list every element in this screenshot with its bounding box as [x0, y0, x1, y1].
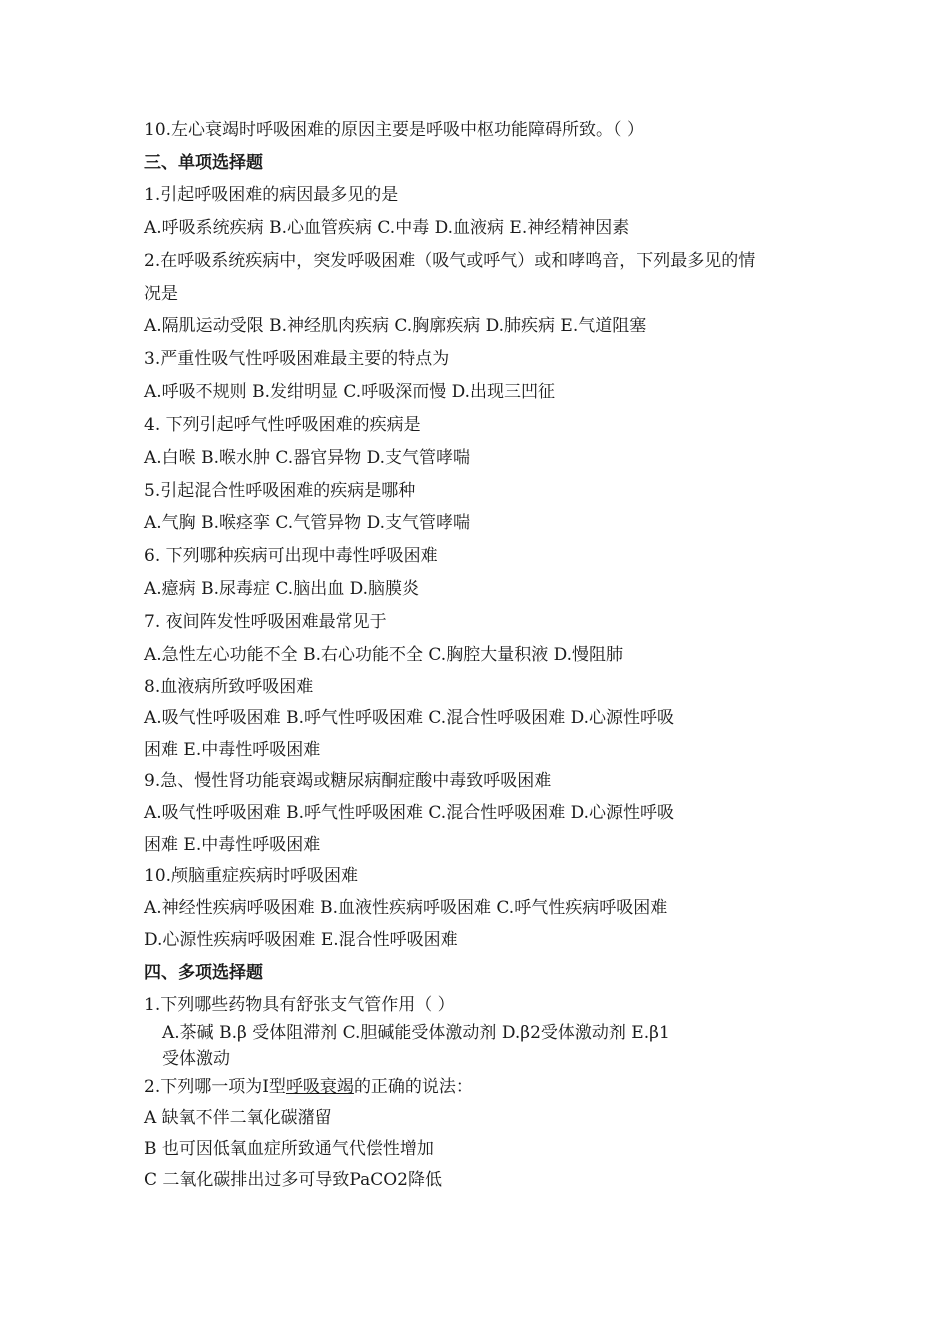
tf-question-10: 10.左心衰竭时呼吸困难的原因主要是呼吸中枢功能障碍所致。（ ） [144, 120, 644, 140]
question-2-options: A.隔肌运动受限 B.神经肌肉疾病 C.胸廓疾病 D.肺疾病 E.气道阻塞 [144, 316, 647, 336]
mc-question-2-text: 2.下列哪一项为Ⅰ型 [144, 1077, 286, 1097]
question-3-options: A.呼吸不规则 B.发绀明显 C.呼吸深而慢 D.出现三凹征 [144, 382, 556, 402]
question-7-options: A.急性左心功能不全 B.右心功能不全 C.胸腔大量积液 D.慢阻肺 [144, 645, 624, 665]
mc-question-1-options-cont: 受体激动 [162, 1049, 230, 1069]
question-6-options: A.癔病 B.尿毒症 C.脑出血 D.脑膜炎 [144, 579, 420, 599]
question-9: 9.急、慢性肾功能衰竭或糖尿病酮症酸中毒致呼吸困难 [144, 771, 552, 791]
section-heading-multiple-choice: 四、多项选择题 [144, 963, 263, 983]
mc-question-2-text-end: 的正确的说法： [353, 1077, 473, 1097]
question-4: 4. 下列引起呼气性呼吸困难的疾病是 [144, 415, 421, 435]
question-8-options: A.吸气性呼吸困难 B.呼气性呼吸困难 C.混合性呼吸困难 D.心源性呼吸 [144, 708, 675, 728]
mc-question-2-link[interactable]: 呼吸衰竭 [285, 1077, 354, 1097]
question-6: 6. 下列哪种疾病可出现中毒性呼吸困难 [144, 546, 438, 566]
mc-question-1-options: A.茶碱 B.β 受体阻滞剂 C.胆碱能受体激动剂 D.β2受体激动剂 E.β1 [162, 1023, 670, 1043]
question-9-options: A.吸气性呼吸困难 B.呼气性呼吸困难 C.混合性呼吸困难 D.心源性呼吸 [144, 803, 675, 823]
question-1: 1.引起呼吸困难的病因最多见的是 [144, 185, 399, 205]
question-1-options: A.呼吸系统疾病 B.心血管疾病 C.中毒 D.血液病 E.神经精神因素 [144, 218, 630, 238]
mc-question-2-option-b: B 也可因低氧血症所致通气代偿性增加 [144, 1139, 434, 1159]
question-2: 2.在呼吸系统疾病中，突发呼吸困难（吸气或呼气）或和哮鸣音，下列最多见的情 [144, 251, 756, 271]
question-10-options-cont: D.心源性疾病呼吸困难 E.混合性呼吸困难 [144, 930, 458, 950]
question-10-options: A.神经性疾病呼吸困难 B.血液性疾病呼吸困难 C.呼气性疾病呼吸困难 [144, 898, 668, 918]
question-5-options: A.气胸 B.喉痉挛 C.气管异物 D.支气管哮喘 [144, 513, 471, 533]
mc-question-2-option-c: C 二氧化碳排出过多可导致PaCO2降低 [144, 1170, 442, 1190]
question-5: 5.引起混合性呼吸困难的疾病是哪种 [144, 481, 416, 501]
question-2-cont: 况是 [144, 284, 178, 304]
mc-question-2 [144, 1075, 824, 1099]
question-8: 8.血液病所致呼吸困难 [144, 677, 314, 697]
question-10: 10.颅脑重症疾病时呼吸困难 [144, 866, 359, 886]
mc-question-2-option-a: A 缺氧不伴二氧化碳潴留 [144, 1108, 332, 1128]
question-7: 7. 夜间阵发性呼吸困难最常见于 [144, 612, 387, 632]
section-heading-single-choice: 三、单项选择题 [144, 153, 263, 173]
question-3: 3.严重性吸气性呼吸困难最主要的特点为 [144, 349, 450, 369]
question-4-options: A.白喉 B.喉水肿 C.器官异物 D.支气管哮喘 [144, 448, 471, 468]
question-8-options-cont: 困难 E.中毒性呼吸困难 [144, 740, 321, 760]
question-9-options-cont: 困难 E.中毒性呼吸困难 [144, 835, 321, 855]
mc-question-1: 1.下列哪些药物具有舒张支气管作用（ ） [144, 995, 455, 1015]
